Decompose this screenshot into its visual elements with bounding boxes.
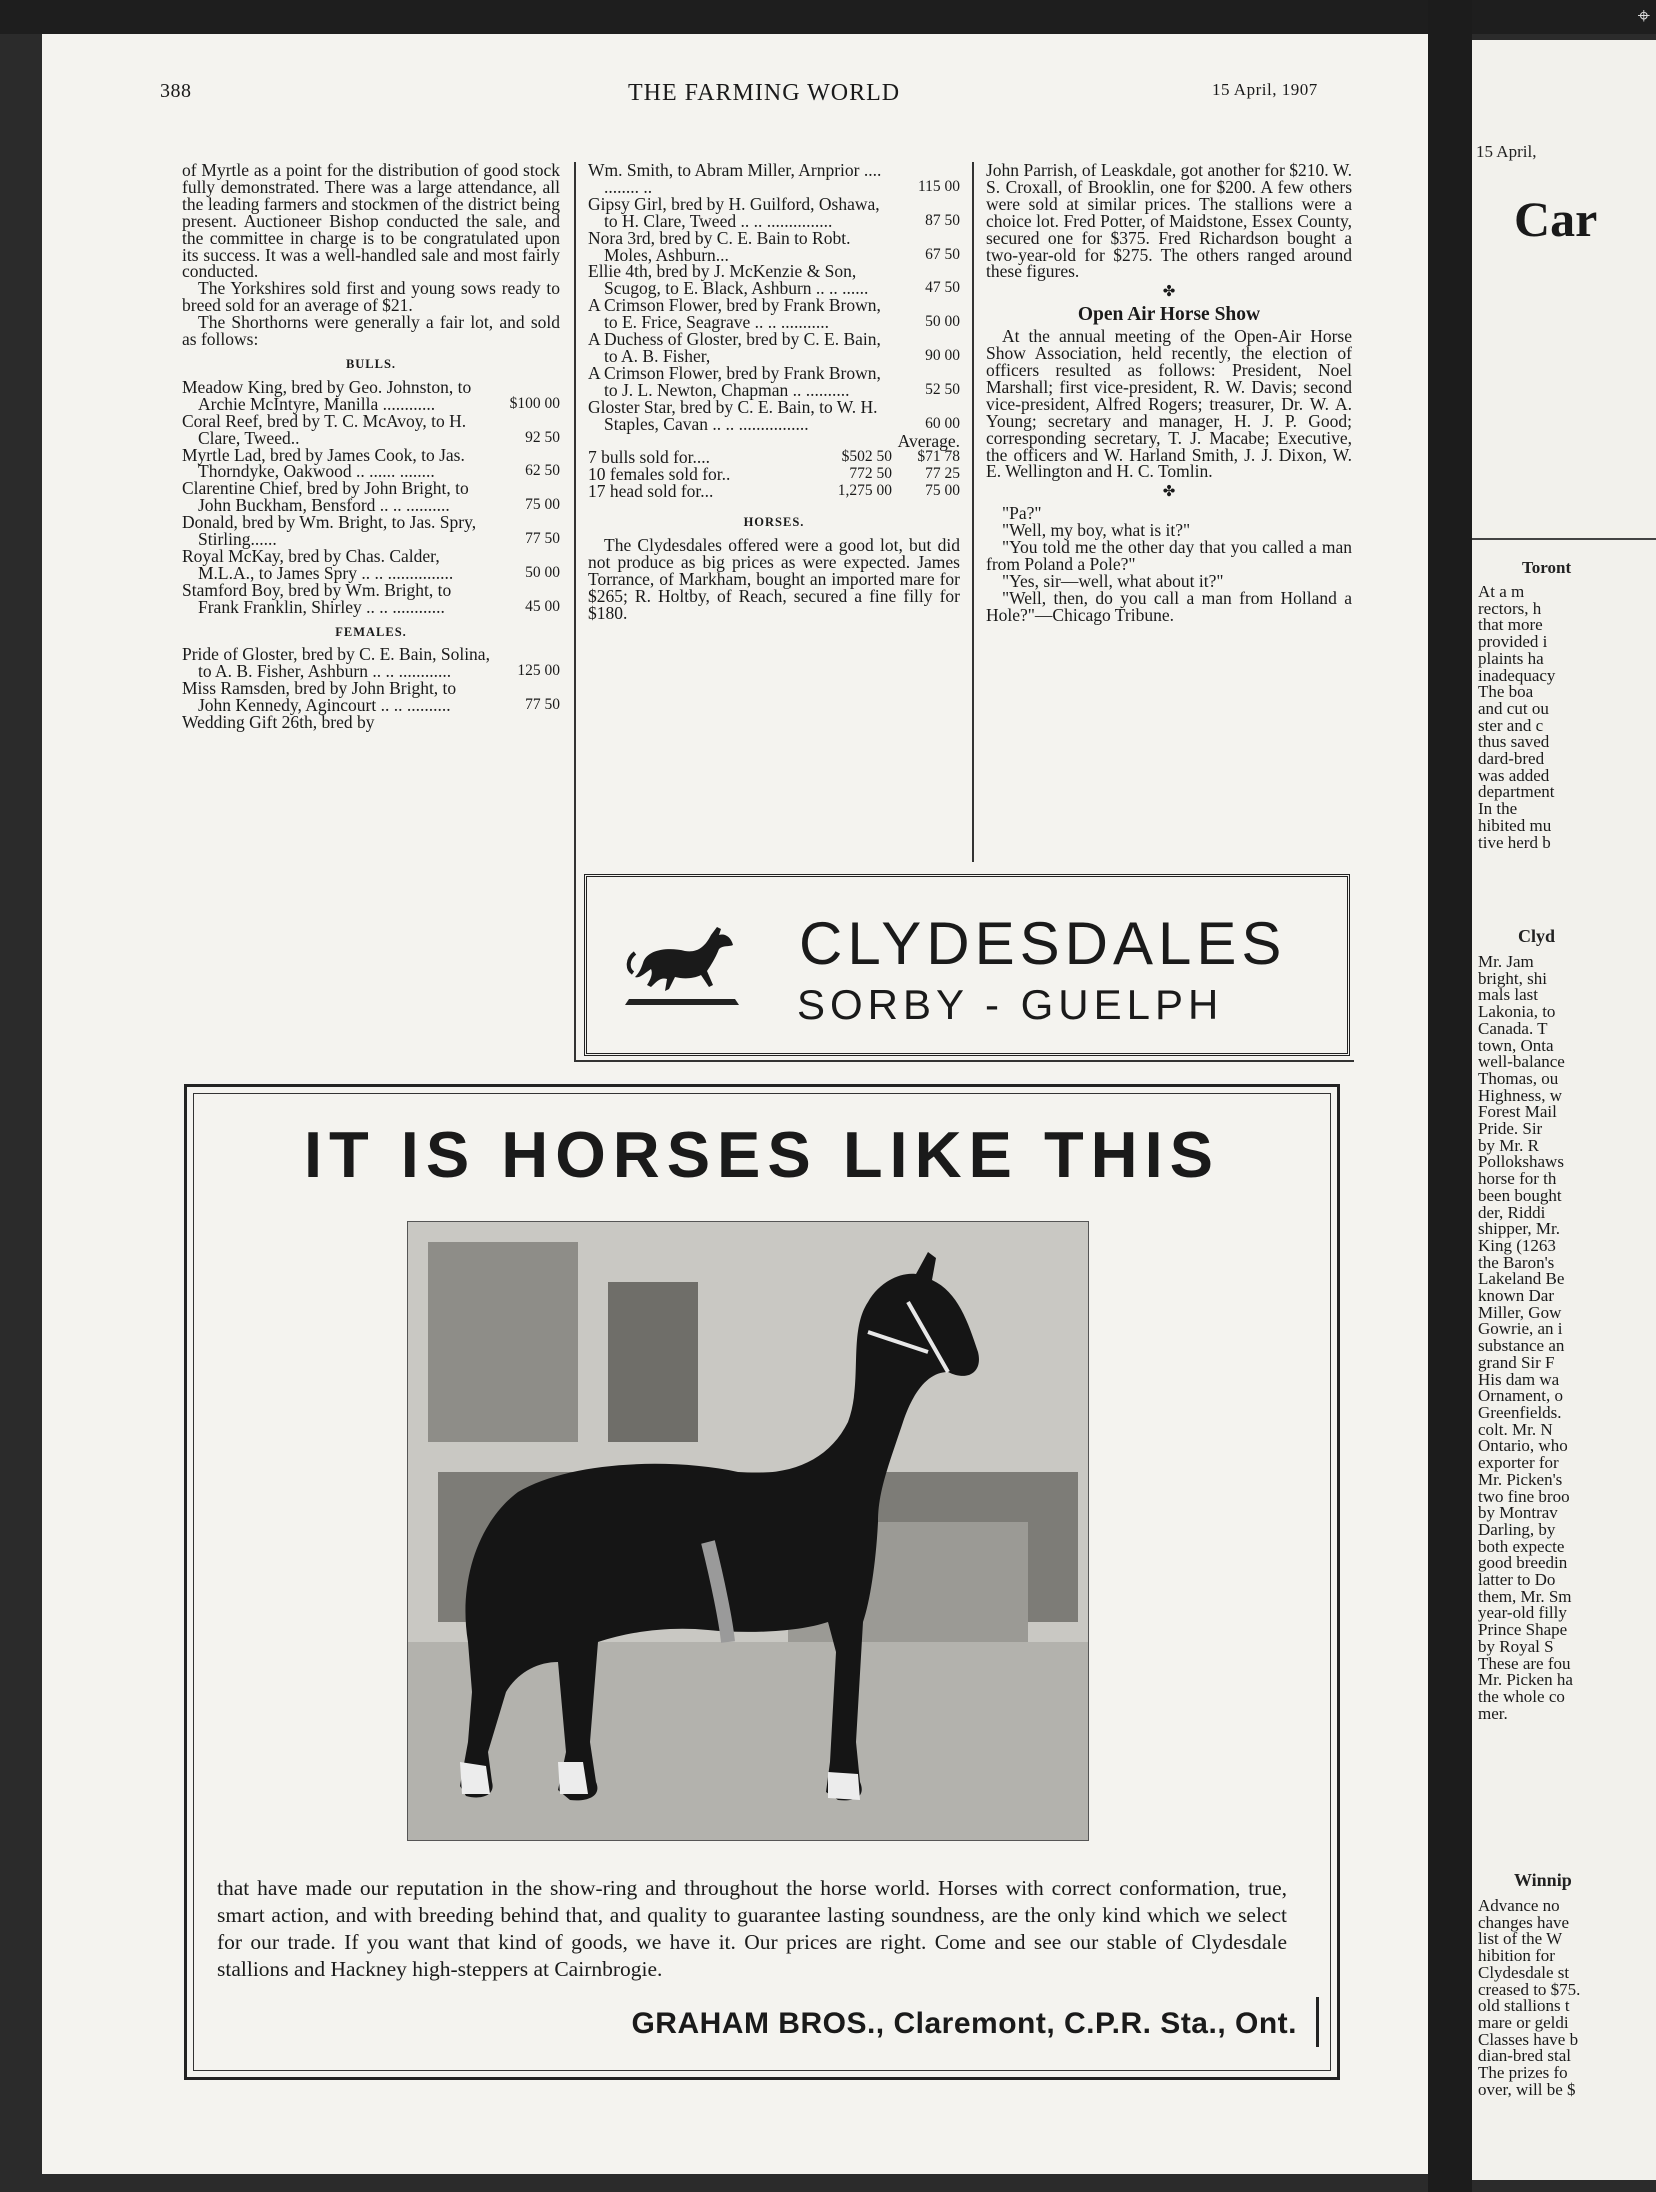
totals-average: $71 78 xyxy=(917,448,960,466)
next-page-line: Miller, Gow xyxy=(1478,1302,1562,1322)
sale-price: 50 00 xyxy=(525,563,560,581)
totals-sum: 1,275 00 xyxy=(837,482,892,500)
next-page-line: Darling, by xyxy=(1478,1519,1556,1539)
sale-price: 77 50 xyxy=(525,530,560,548)
clydesdales-title: CLYDESDALES xyxy=(799,910,1287,977)
ad-body-text: that have made our reputation in the show-ring and throughout the horse world. Horses with correct conformation, true, smart action, and with breeding behind that, and quality to guarantee lasting soundness, are the only kind which we select for our trade. If you want that kind of goods, we have it. Our prices are right. Come and see our stable of Clydesdale stallions and Hackney high-steppers at Cairnbrogie. xyxy=(217,1875,1287,1981)
next-page-line: tive herd b xyxy=(1478,832,1551,852)
next-page-line: list of the W xyxy=(1478,1929,1563,1949)
next-page-line: latter to Do xyxy=(1478,1570,1556,1590)
next-page-line: These are fou xyxy=(1478,1653,1571,1673)
totals-label: 10 females sold for.. xyxy=(588,464,731,485)
next-page-line: them, Mr. Sm xyxy=(1478,1586,1572,1606)
animal-entry: A Duchess of Gloster, bred by C. E. Bain, to A. B. Fisher, xyxy=(588,329,881,366)
sale-price: 62 50 xyxy=(525,462,560,480)
next-page-title: Car xyxy=(1514,191,1598,247)
next-page-line: Pollokshaws xyxy=(1478,1152,1564,1172)
next-page-line: known Dar xyxy=(1478,1286,1555,1306)
horse-photo-illustration xyxy=(408,1222,1088,1840)
journal-title: THE FARMING WORLD xyxy=(628,80,901,106)
book-gutter xyxy=(1428,0,1472,2192)
totals-row xyxy=(588,483,960,500)
next-page-line: Mr. Picken's xyxy=(1478,1469,1563,1489)
next-page-line: At a m xyxy=(1478,582,1525,601)
section-heading-toronto: Toront xyxy=(1522,558,1572,577)
next-page-line: both expecte xyxy=(1478,1536,1565,1556)
animal-entry: Donald, bred by Wm. Bright, to Jas. Spry, Stirling...... xyxy=(182,512,477,550)
next-page-line: thus saved xyxy=(1478,732,1550,752)
next-page-line: Forest Mail xyxy=(1478,1102,1557,1122)
sale-price: 52 50 xyxy=(925,380,960,398)
issue-date: 15 April, 1907 xyxy=(1212,80,1318,99)
sale-row xyxy=(182,410,560,448)
sale-row xyxy=(182,376,560,414)
shorthorns-paragraph: The Shorthorns were generally a fair lot, and sold as follows: xyxy=(182,312,560,350)
sale-row xyxy=(182,545,560,583)
next-page-line: hibition for xyxy=(1478,1946,1555,1966)
next-page-line: Classes have b xyxy=(1478,2029,1579,2049)
sale-price: 77 50 xyxy=(525,696,560,714)
next-page-line: inadequacy xyxy=(1478,665,1556,685)
next-page-line: Ontario, who xyxy=(1478,1436,1568,1456)
next-page-line: Mr. Jam xyxy=(1478,952,1534,971)
next-page-line: shipper, Mr. xyxy=(1478,1219,1560,1239)
sale-row xyxy=(588,227,960,265)
next-page-line: Prince Shape xyxy=(1478,1620,1568,1640)
sale-row xyxy=(182,579,560,617)
next-page-line: Lakonia, to xyxy=(1478,1002,1556,1022)
animal-entry: Nora 3rd, bred by C. E. Bain to Robt. Moles, Ashburn... xyxy=(588,227,851,265)
sale-price: 75 00 xyxy=(525,496,560,514)
next-page-line: Mr. Picken ha xyxy=(1478,1670,1573,1690)
horses-paragraph: The Clydesdales offered were a good lot, but did not produce as big prices as were expected. James Torrance, of Markham, bought an imported mare for $265; R. Holtby, of Reach, secured a fine filly for $180. xyxy=(588,535,960,623)
next-page-line: by Montrav xyxy=(1478,1503,1558,1523)
average-label: Average. xyxy=(897,430,960,451)
joke-dialogue xyxy=(986,505,1352,623)
animal-entry: Wm. Smith, to Abram Miller, Arnprior .... ........ .. xyxy=(588,160,882,197)
joke-line: "Well, my boy, what is it?" xyxy=(1002,520,1191,541)
sale-price: 47 50 xyxy=(925,279,960,297)
females-continued-list xyxy=(588,162,960,433)
next-page-line: and cut ou xyxy=(1478,698,1549,718)
sale-price: 90 00 xyxy=(925,346,960,364)
next-page-line: the Baron's xyxy=(1478,1252,1555,1272)
females-heading: FEMALES. xyxy=(335,624,407,639)
sale-row xyxy=(588,193,960,231)
joke-line: "Pa?" xyxy=(1002,503,1042,524)
sale-row xyxy=(588,297,960,331)
animal-entry: Gloster Star, bred by C. E. Bain, to W. H. Staples, Cavan .. .. ................ xyxy=(588,396,878,434)
totals-label: 17 head sold for... xyxy=(588,481,714,502)
next-page-line: been bought xyxy=(1478,1185,1562,1205)
column-rule-2 xyxy=(972,162,974,862)
next-page-line: mer. xyxy=(1478,1703,1508,1723)
sale-row xyxy=(182,444,560,482)
section-clyde-lines xyxy=(1478,954,1573,1722)
animal-entry: A Crimson Flower, bred by Frank Brown, to J. L. Newton, Chapman .. .......... xyxy=(588,362,881,400)
horizontal-rule xyxy=(574,1060,1354,1062)
yorkshires-paragraph: The Yorkshires sold first and young sows ready to breed sold for an average of $21. xyxy=(182,278,560,316)
next-page-line: grand Sir F xyxy=(1478,1352,1555,1372)
page-right-partial xyxy=(1472,40,1656,2180)
next-page-line: two fine broo xyxy=(1478,1486,1570,1506)
animal-entry: Pride of Gloster, bred by C. E. Bain, Solina, to A. B. Fisher, Ashburn .. .. ............ xyxy=(182,644,490,682)
animal-entry: Meadow King, bred by Geo. Johnston, to Archie McIntyre, Manilla ............ xyxy=(182,376,472,414)
signature-bar xyxy=(1316,1997,1319,2047)
sale-row xyxy=(182,514,560,548)
next-page-line: Lakeland Be xyxy=(1478,1269,1565,1289)
next-page-line: was added xyxy=(1478,765,1550,785)
next-page-line: over, will be $ xyxy=(1478,2079,1576,2099)
next-page-line: by Royal S xyxy=(1478,1636,1554,1656)
next-page-line: well-balance xyxy=(1478,1052,1565,1072)
next-page-line: the whole co xyxy=(1478,1686,1565,1706)
next-page-line: dard-bred xyxy=(1478,749,1545,769)
next-page-line: Ornament, o xyxy=(1478,1386,1563,1406)
animal-entry: Ellie 4th, bred by J. McKenzie & Son, Scugog, to E. Black, Ashburn .. .. ...... xyxy=(588,261,869,299)
sale-row xyxy=(588,162,960,196)
animal-entry: Wedding Gift 26th, bred by xyxy=(182,712,375,733)
next-page-line: The boa xyxy=(1478,682,1534,702)
sale-price: 125 00 xyxy=(517,662,560,680)
next-page-line: rectors, h xyxy=(1478,598,1542,618)
section-toronto-lines xyxy=(1478,584,1555,851)
joke-line: "Yes, sir—well, what about it?" xyxy=(1002,570,1224,591)
animal-entry: Miss Ramsden, bred by John Bright, to John Kennedy, Agincourt .. .. .......... xyxy=(182,678,457,716)
intro-paragraph: of Myrtle as a point for the distribution of good stock fully demonstrated. There was a large attendance, all the leading farmers and stockmen of the district being present. Auctioneer Bishop conducted the sale, and the committee in charge is to be congratulated upon its success. It was a well-handled sale and most fairly conducted. xyxy=(182,160,560,282)
sale-row xyxy=(182,714,560,731)
sale-totals xyxy=(588,449,960,500)
sale-row xyxy=(588,362,960,400)
scan-top-border xyxy=(0,0,1656,34)
females-list xyxy=(182,646,560,731)
ornament-icon: ✤ xyxy=(1162,484,1176,501)
animal-entry: Coral Reef, bred by T. C. McAvoy, to H. Clare, Tweed.. xyxy=(182,410,467,448)
horse-logo-icon xyxy=(617,919,747,1011)
next-page-line: mare or geldi xyxy=(1478,2012,1569,2032)
joke-line: "Well, then, do you call a man from Holland a Hole?"—Chicago Tribune. xyxy=(986,587,1352,625)
ad-headline: IT IS HORSES LIKE THIS xyxy=(303,1118,1221,1191)
next-page-line: town, Onta xyxy=(1478,1035,1554,1055)
next-page-line: In the xyxy=(1478,799,1518,819)
sale-price: 92 50 xyxy=(525,428,560,446)
next-page-line: mals last xyxy=(1478,985,1538,1005)
next-page-line: horse for th xyxy=(1478,1169,1557,1189)
column-1 xyxy=(182,162,560,731)
next-page-line: substance an xyxy=(1478,1336,1565,1356)
next-page-line: exporter for xyxy=(1478,1453,1559,1473)
sale-row xyxy=(588,396,960,434)
next-page-line: year-old filly xyxy=(1478,1603,1567,1623)
sale-price: 45 00 xyxy=(525,597,560,615)
next-page-line: King (1263 xyxy=(1478,1235,1556,1255)
horses-paragraph-continued: John Parrish, of Leaskdale, got another for $210. W. S. Croxall, of Brooklin, one for $200. A few others were sold at similar prices. The stallions were a choice lot. Fred Potter, of Maidstone, Essex County, secured one for $375. Fred Richardson bought a two-year-old for $275. The others ranged around these figures. xyxy=(986,160,1352,282)
animal-entry: Royal McKay, bred by Chas. Calder, M.L.A., to James Spry .. .. ............... xyxy=(182,545,454,583)
next-page-line: Advance no xyxy=(1478,1896,1560,1915)
next-page-line: Greenfields. xyxy=(1478,1402,1562,1422)
next-page-line: dian-bred stal xyxy=(1478,2046,1571,2066)
animal-entry: Stamford Boy, bred by Wm. Bright, to Frank Franklin, Shirley .. .. ............ xyxy=(182,579,452,617)
sale-price: 87 50 xyxy=(925,211,960,229)
next-page-line: Clydesdale st xyxy=(1478,1962,1570,1982)
next-page-line: His dam wa xyxy=(1478,1369,1560,1389)
sale-row xyxy=(182,646,560,680)
horse-show-paragraph: At the annual meeting of the Open-Air Horse Show Association, held recently, the election of officers resulted as follows: President, Noel Marshall; first vice-president, R. W. Davis; second vice-president, Alfred Rogers; treasurer, Dr. W. A. Young; secretary and manager, H. J. P. Good; corresponding secretary, T. J. Macabe; Executive, the officers and W. Harland Smith, J. J. Dixon, W. E. Wellington and H. C. Tomlin. xyxy=(986,326,1352,482)
horses-heading: HORSES. xyxy=(743,515,805,530)
totals-sum: 772 50 xyxy=(849,465,892,483)
sale-row xyxy=(588,331,960,365)
bulls-heading: BULLS. xyxy=(345,356,397,371)
page-number: 388 xyxy=(160,80,192,102)
next-page-line: old stallions t xyxy=(1478,1996,1570,2016)
sale-price: 115 00 xyxy=(917,177,960,195)
sale-row xyxy=(182,680,560,714)
horse-photograph xyxy=(407,1221,1089,1841)
next-page-line: that more xyxy=(1478,615,1543,635)
sale-price: $100 00 xyxy=(509,394,560,412)
next-page-line: hibited mu xyxy=(1478,815,1552,835)
animal-entry: A Crimson Flower, bred by Frank Brown, to E. Frice, Seagrave .. .. ........... xyxy=(588,295,881,333)
graham-bros-ad xyxy=(184,1084,1340,2080)
next-page-line: Gowrie, an i xyxy=(1478,1319,1563,1339)
totals-average: 75 00 xyxy=(925,482,960,500)
column-rule-1 xyxy=(574,162,576,1062)
next-page-line: bright, shi xyxy=(1478,968,1547,988)
next-page-line: plaints ha xyxy=(1478,648,1544,668)
sale-price: 67 50 xyxy=(925,245,960,263)
next-page-line: department xyxy=(1478,782,1555,802)
clydesdales-location: SORBY - GUELPH xyxy=(797,981,1224,1028)
next-page-line: The prizes fo xyxy=(1478,2063,1568,2083)
section-heading-clyde: Clyd xyxy=(1518,926,1556,946)
next-page-line: Pride. Sir xyxy=(1478,1119,1543,1139)
section-winnipeg-lines xyxy=(1478,1898,1580,2098)
totals-label: 7 bulls sold for.... xyxy=(588,447,711,468)
next-page-line: colt. Mr. N xyxy=(1478,1419,1553,1439)
next-page-line: by Mr. R xyxy=(1478,1135,1539,1155)
section-heading-winnipeg: Winnip xyxy=(1514,1870,1572,1890)
next-page-line: good breedin xyxy=(1478,1553,1568,1573)
next-page-line: Highness, w xyxy=(1478,1085,1563,1105)
horse-show-heading: Open Air Horse Show xyxy=(1077,304,1261,326)
ad-signature: GRAHAM BROS., Claremont, C.P.R. Sta., Ont. xyxy=(631,2007,1297,2040)
next-page-line: ster and c xyxy=(1478,715,1544,735)
next-page-line: provided i xyxy=(1478,632,1548,652)
animal-entry: Gipsy Girl, bred by H. Guilford, Oshawa, to H. Clare, Tweed .. .. ............... xyxy=(588,193,880,231)
sale-price: 60 00 xyxy=(925,414,960,432)
next-page-rule xyxy=(1472,538,1656,540)
next-page-line: Canada. T xyxy=(1478,1018,1548,1038)
ornament-icon: ✤ xyxy=(1162,284,1176,301)
clydesdales-ad xyxy=(584,874,1350,1056)
animal-entry: Myrtle Lad, bred by James Cook, to Jas. Thorndyke, Oakwood .. ...... ........ xyxy=(182,444,465,482)
bulls-list xyxy=(182,376,560,617)
column-2 xyxy=(588,162,960,622)
next-page-line: creased to $75. xyxy=(1478,1979,1581,1999)
column-3 xyxy=(986,162,1352,624)
next-page-line: changes have xyxy=(1478,1912,1570,1932)
sale-row xyxy=(588,263,960,297)
next-page-date: 15 April, xyxy=(1476,142,1537,161)
next-page-line: Thomas, ou xyxy=(1478,1068,1559,1088)
totals-sum: $502 50 xyxy=(841,448,892,466)
totals-average: 77 25 xyxy=(925,465,960,483)
corner-mark-icon: ⌖ xyxy=(1637,4,1650,29)
sale-price: 50 00 xyxy=(925,313,960,331)
next-page-line: der, Riddi xyxy=(1478,1202,1546,1222)
animal-entry: Clarentine Chief, bred by John Bright, to John Buckham, Bensford .. .. .......... xyxy=(182,478,469,516)
joke-line: "You told me the other day that you called a man from Poland a Pole?" xyxy=(986,537,1352,574)
sale-row xyxy=(182,480,560,514)
